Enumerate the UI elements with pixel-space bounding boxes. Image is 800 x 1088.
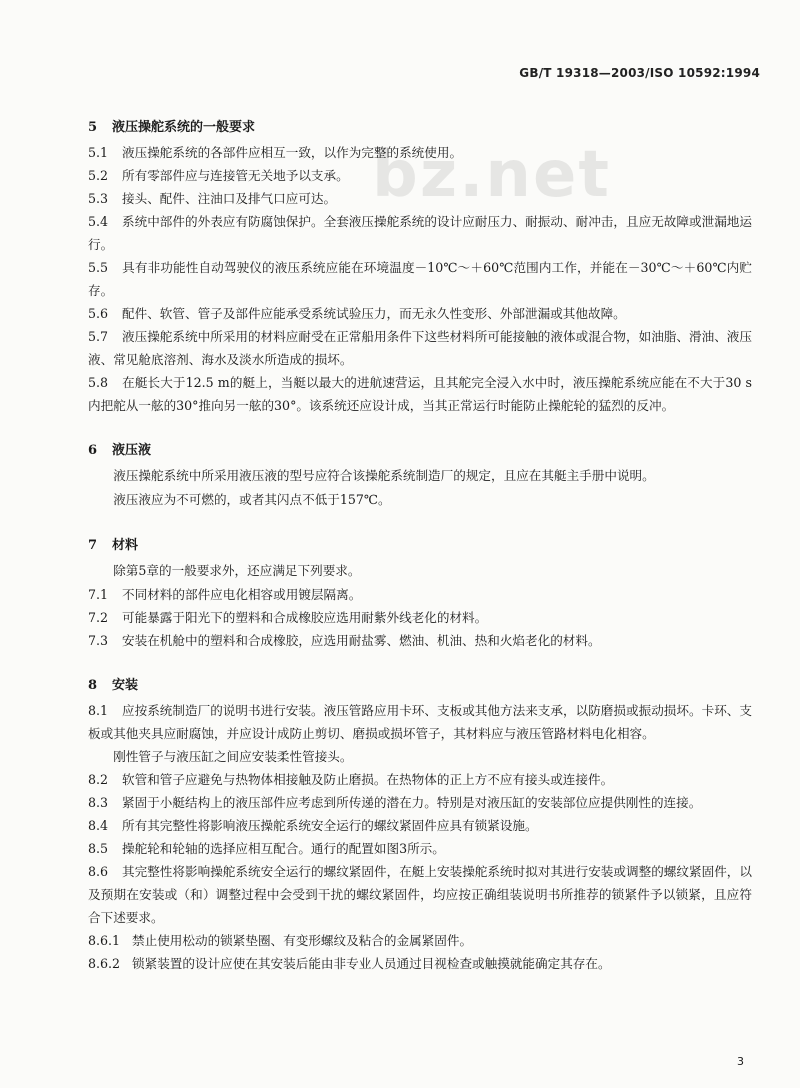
clause-number: 8.3 <box>88 795 109 810</box>
clause <box>88 629 752 652</box>
clause-number: 5.1 <box>88 145 109 160</box>
clause <box>88 256 752 302</box>
clause-number: 8.5 <box>88 841 109 856</box>
clause-number: 8.1 <box>88 703 109 718</box>
clause-text: 液压操舵系统中所采用的材料应耐受在正常船用条件下这些材料所可能接触的液体或混合物，如油脂、滑油、液压液、常见舱底溶剂、海水及淡水所造成的损坏。 <box>88 329 752 367</box>
clause-number: 5.2 <box>88 168 109 183</box>
clause-text: 安装在机舱中的塑料和合成橡胶，应选用耐盐雾、燃油、机油、热和火焰老化的材料。 <box>122 633 601 648</box>
clause <box>88 583 752 606</box>
clause-text: 具有非功能性自动驾驶仪的液压系统应能在环境温度－10℃～＋60℃范围内工作，并能在－30℃～＋60℃内贮存。 <box>88 260 752 298</box>
section-title: 液压液 <box>112 443 152 458</box>
clause-number: 8.4 <box>88 818 109 833</box>
clause-text: 不同材料的部件应电化相容或用镀层隔离。 <box>122 587 362 602</box>
clause-number: 5.7 <box>88 329 109 344</box>
watermark: bz.net <box>372 138 611 212</box>
section-heading <box>88 116 752 135</box>
clause-text: 配件、软管、管子及部件应能承受系统试验压力，而无永久性变形、外部泄漏或其他故障。 <box>122 306 626 321</box>
clause-text: 在艇长大于12.5 m的艇上，当艇以最大的进航速营运，且其舵完全浸入水中时，液压操舵系统应能在不大于30 s内把舵从一舷的30°推向另一舷的30°。该系统还应设计成，当其正常运行时能防止操舵轮的猛烈的反冲。 <box>88 375 752 413</box>
clause-number: 7.2 <box>88 610 109 625</box>
paragraph: 液压操舵系统中所采用液压液的型号应符合该操舵系统制造厂的规定，且应在其艇主手册中说明。 <box>113 468 655 483</box>
standard-code: GB/T 19318—2003/ISO 10592:1994 <box>519 66 760 80</box>
section-number: 6 <box>88 443 98 458</box>
page-number: 3 <box>737 1055 744 1068</box>
clause-text: 其完整性将影响操舵系统安全运行的螺纹紧固件，在艇上安装操舵系统时拟对其进行安装或调整的螺纹紧固件，以及预期在安装或（和）调整过程中会受到干扰的螺纹紧固件，均应按正确组装说明书所推荐的锁紧件予以锁紧，且应符合下述要求。 <box>88 864 752 925</box>
clause <box>88 837 752 860</box>
clause <box>88 302 752 325</box>
clause-number: 5.5 <box>88 260 109 275</box>
clause <box>88 606 752 629</box>
clause-text: 系统中部件的外表应有防腐蚀保护。全套液压操舵系统的设计应耐压力、耐振动、耐冲击，且应无故障或泄漏地运行。 <box>88 214 752 252</box>
clause-text: 接头、配件、注油口及排气口应可达。 <box>122 191 337 206</box>
clause-number: 7.3 <box>88 633 109 648</box>
clause <box>88 699 752 745</box>
clause-text: 液压操舵系统的各部件应相互一致，以作为完整的系统使用。 <box>122 145 463 160</box>
section-title: 材料 <box>112 538 139 553</box>
section-number: 5 <box>88 120 98 135</box>
clause-number: 5.8 <box>88 375 109 390</box>
clause <box>88 141 752 164</box>
clause <box>88 164 752 187</box>
clause-number: 8.2 <box>88 772 109 787</box>
clause-number: 5.4 <box>88 214 109 229</box>
clause-text: 锁紧装置的设计应使在其安装后能由非专业人员通过目视检查或触摸就能确定其存在。 <box>132 956 611 971</box>
section-heading <box>88 674 752 693</box>
clause-number: 8.6.1 <box>88 933 121 948</box>
clause-number: 5.3 <box>88 191 109 206</box>
clause <box>88 371 752 417</box>
clause-text: 所有零部件应与连接管无关地予以支承。 <box>122 168 349 183</box>
section-number: 7 <box>88 538 98 553</box>
clause <box>88 768 752 791</box>
clause-text: 应按系统制造厂的说明书进行安装。液压管路应用卡环、支板或其他方法来支承，以防磨损或振动损坏。卡环、支板或其他夹具应耐腐蚀，并应设计成防止剪切、磨损或损坏管子，其材料应与液压管路材料电化相容。 <box>88 703 752 741</box>
clause <box>88 814 752 837</box>
clause <box>88 952 752 975</box>
section-title: 液压操舵系统的一般要求 <box>112 120 256 135</box>
clause <box>88 325 752 371</box>
clause <box>88 929 752 952</box>
paragraph: 除第5章的一般要求外，还应满足下列要求。 <box>113 563 361 578</box>
section-number: 8 <box>88 678 98 693</box>
clause <box>88 187 752 210</box>
clause <box>88 791 752 814</box>
paragraph: 液压液应为不可燃的，或者其闪点不低于157℃。 <box>113 492 391 507</box>
clause-text: 紧固于小艇结构上的液压部件应考虑到所传递的潜在力。特别是对液压缸的安装部位应提供刚性的连接。 <box>122 795 702 810</box>
section-title: 安装 <box>112 678 139 693</box>
clause-text: 可能暴露于阳光下的塑料和合成橡胶应选用耐紫外线老化的材料。 <box>122 610 488 625</box>
clause <box>88 860 752 929</box>
clause-text: 禁止使用松动的锁紧垫圈、有变形螺纹及粘合的金属紧固件。 <box>132 933 473 948</box>
paragraph: 刚性管子与液压缸之间应安装柔性管接头。 <box>113 749 353 764</box>
clause-text: 软管和管子应避免与热物体相接触及防止磨损。在热物体的正上方不应有接头或连接件。 <box>122 772 614 787</box>
clause-number: 5.6 <box>88 306 109 321</box>
clause-text: 所有其完整性将影响液压操舵系统安全运行的螺纹紧固件应具有锁紧设施。 <box>122 818 538 833</box>
document-body <box>88 116 752 975</box>
clause-number: 8.6.2 <box>88 956 121 971</box>
clause <box>88 210 752 256</box>
section-heading <box>88 439 752 458</box>
clause-text: 操舵轮和轮轴的选择应相互配合。通行的配置如图3所示。 <box>122 841 445 856</box>
section-heading <box>88 534 752 553</box>
clause-number: 7.1 <box>88 587 109 602</box>
clause-number: 8.6 <box>88 864 109 879</box>
